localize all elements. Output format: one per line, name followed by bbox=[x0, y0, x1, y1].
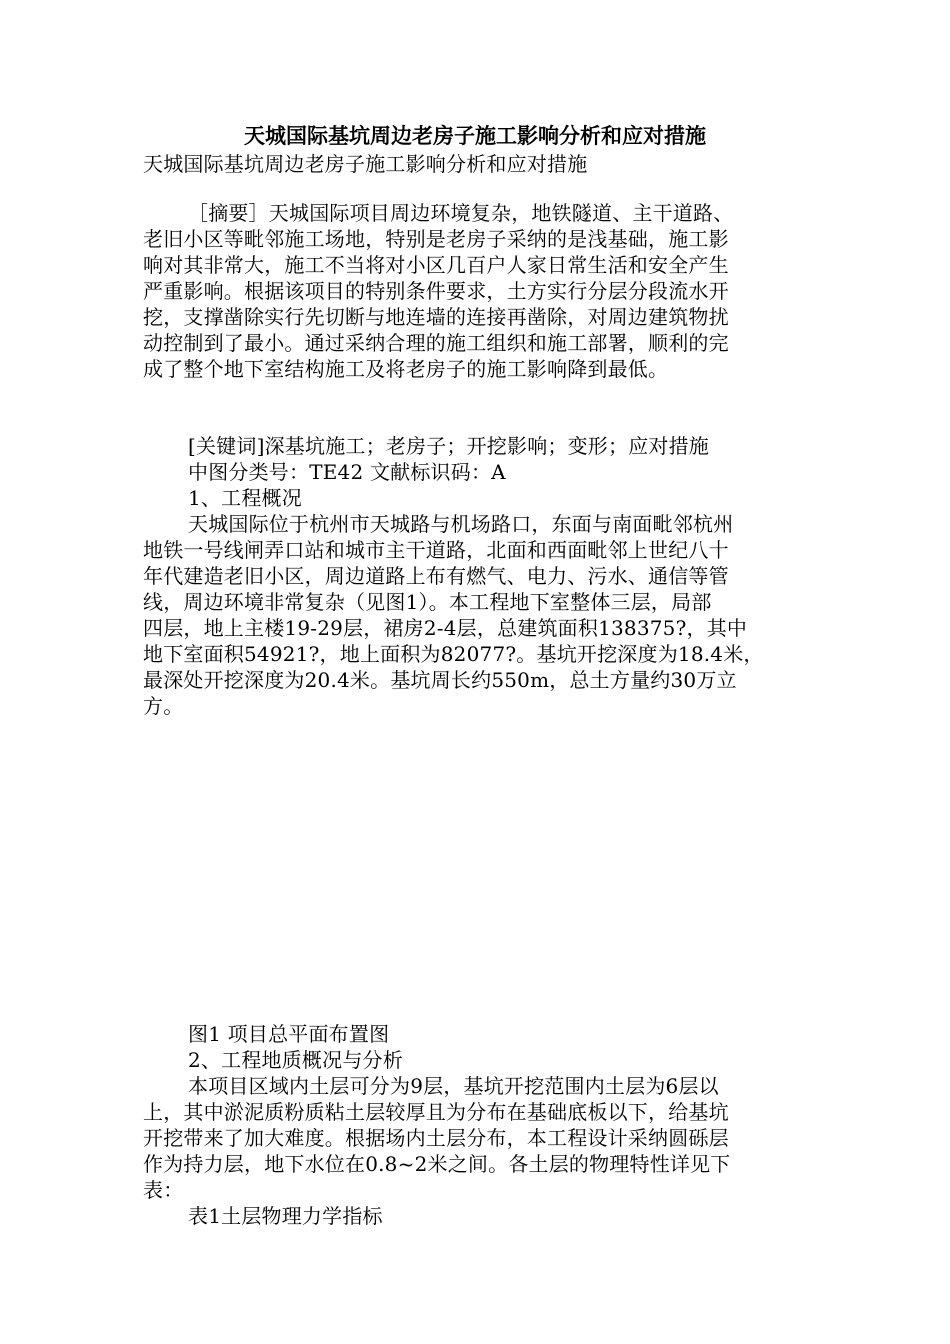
abstract-line: 挖，支撑凿除实行先切断与地连墙的连接再凿除，对周边建筑物扰 bbox=[143, 305, 729, 329]
classification: 中图分类号：TE42 文献标识码：A bbox=[188, 460, 506, 484]
document-title: 天城国际基坑周边老房子施工影响分析和应对措施 bbox=[244, 123, 706, 148]
section-heading-2: 2、工程地质概况与分析 bbox=[188, 1048, 403, 1072]
body-line: 四层，地上主楼19-29层，裙房2-4层，总建筑面积138375?，其中 bbox=[143, 616, 748, 640]
body-line: 最深处开挖深度为20.4米。基坑周长约550m，总土方量约30万立 bbox=[143, 668, 737, 692]
keywords: [关键词]深基坑施工；老房子；开挖影响；变形；应对措施 bbox=[188, 434, 710, 458]
body-line: 地下室面积54921?，地上面积为82077?。基坑开挖深度为18.4米， bbox=[143, 642, 764, 666]
abstract-line: 严重影响。根据该项目的特别条件要求，土方实行分层分段流水开 bbox=[143, 279, 729, 303]
body-line: 方。 bbox=[143, 694, 184, 718]
body-line: 地铁一号线闸弄口站和城市主干道路，北面和西面毗邻上世纪八十 bbox=[143, 538, 729, 562]
section-heading-1: 1、工程概况 bbox=[188, 486, 302, 510]
body-line: 表： bbox=[143, 1178, 184, 1202]
body-line: 天城国际位于杭州市天城路与机场路口，东面与南面毗邻杭州 bbox=[188, 512, 734, 536]
abstract-line: 成了整个地下室结构施工及将老房子的施工影响降到最低。 bbox=[143, 357, 669, 381]
table-caption: 表1土层物理力学指标 bbox=[188, 1204, 383, 1228]
abstract-line: 老旧小区等毗邻施工场地，特别是老房子采纳的是浅基础，施工影 bbox=[143, 227, 729, 251]
figure-caption: 图1 项目总平面布置图 bbox=[188, 1022, 390, 1046]
document-subtitle: 天城国际基坑周边老房子施工影响分析和应对措施 bbox=[143, 152, 588, 176]
body-line: 线，周边环境非常复杂（见图1）。本工程地下室整体三层，局部 bbox=[143, 590, 712, 614]
body-line: 作为持力层，地下水位在0.8~2米之间。各土层的物理特性详见下 bbox=[143, 1152, 731, 1176]
body-line: 开挖带来了加大难度。根据场内土层分布，本工程设计采纳圆砾层 bbox=[143, 1126, 729, 1150]
body-line: 年代建造老旧小区，周边道路上布有燃气、电力、污水、通信等管 bbox=[143, 564, 729, 588]
abstract-line: ［摘要］天城国际项目周边环境复杂，地铁隧道、主干道路、 bbox=[188, 201, 734, 225]
abstract-line: 动控制到了最小。通过采纳合理的施工组织和施工部署，顺利的完 bbox=[143, 331, 729, 355]
body-line: 本项目区域内土层可分为9层，基坑开挖范围内土层为6层以 bbox=[188, 1074, 719, 1098]
body-line: 上，其中淤泥质粉质粘土层较厚且为分布在基础底板以下，给基坑 bbox=[143, 1100, 729, 1124]
abstract-line: 响对其非常大，施工不当将对小区几百户人家日常生活和安全产生 bbox=[143, 253, 729, 277]
